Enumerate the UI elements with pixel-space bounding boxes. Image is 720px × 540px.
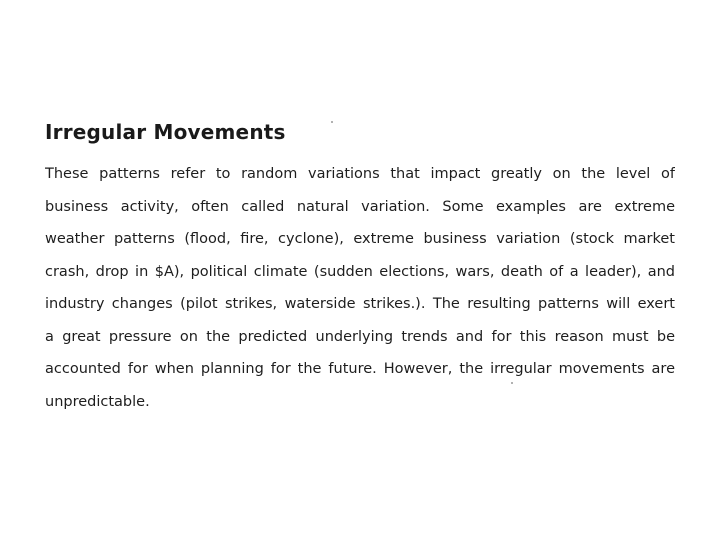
paragraph-line: crash, drop in $A), political climate (sudden elections, wars, death of a leader), and bbox=[45, 263, 675, 280]
paragraph-line: These patterns refer to random variations that impact greatly on the level of bbox=[45, 166, 675, 182]
paragraph-line: industry changes (pilot strikes, waterside strikes.). The resulting patterns will exert bbox=[45, 296, 675, 312]
scan-speck bbox=[331, 121, 333, 123]
scan-speck bbox=[511, 382, 513, 384]
paragraph-line: accounted for when planning for the future. However, the irregular movements are bbox=[45, 361, 675, 377]
section-heading: Irregular Movements bbox=[45, 120, 286, 144]
paragraph-line: weather patterns (flood, fire, cyclone), extreme business variation (stock market bbox=[45, 231, 675, 247]
paragraph-line: business activity, often called natural variation. Some examples are extreme bbox=[45, 198, 675, 215]
paragraph-line: unpredictable. bbox=[45, 393, 150, 410]
paragraph-line: a great pressure on the predicted underlying trends and for this reason must be bbox=[45, 328, 675, 345]
paragraph bbox=[45, 158, 675, 418]
